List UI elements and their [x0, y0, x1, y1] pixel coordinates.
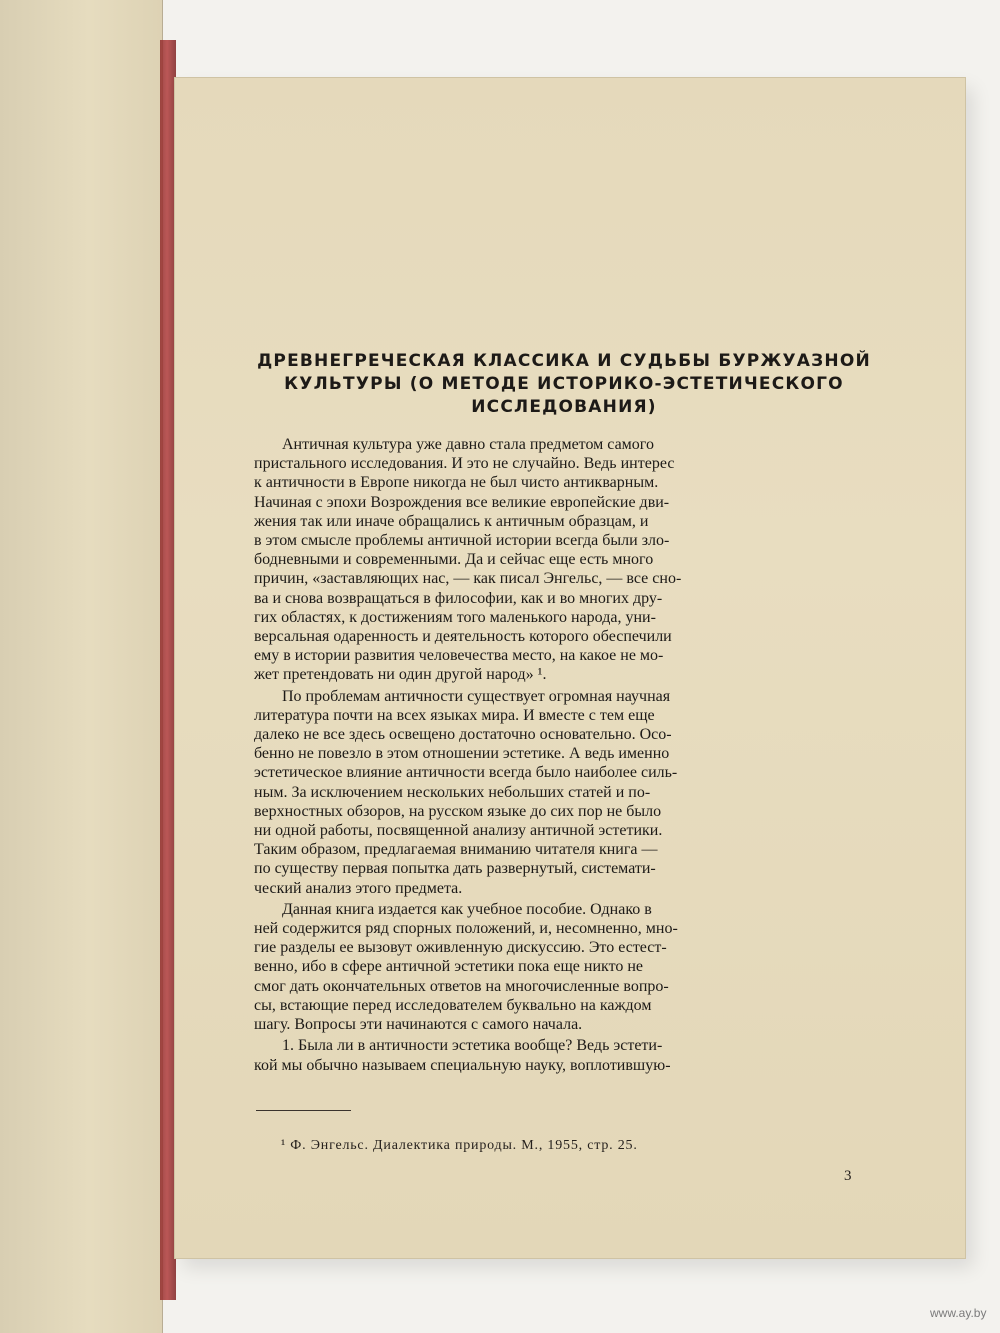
text-line: эстетическое влияние античности всегда было наиболее силь-	[254, 764, 678, 782]
text-line: ней содержится ряд спорных положений, и, несомненно, мно-	[254, 920, 678, 938]
text-line: ни одной работы, посвященной анализу античной эстетики.	[254, 822, 663, 840]
text-line: 1. Была ли в античности эстетика вообще? Ведь эстети-	[282, 1037, 663, 1055]
chapter-heading	[254, 350, 874, 419]
text-line: сы, встающие перед исследователем буквально на каждом	[254, 996, 652, 1014]
text-line: Античная культура уже давно стала предметом самого	[282, 436, 654, 453]
heading-line: ИССЛЕДОВАНИЯ)	[471, 397, 657, 417]
text-line: гих областях, к достижениям того маленького народа, уни-	[254, 608, 656, 626]
page-number: 3	[844, 1168, 852, 1184]
heading-line: КУЛЬТУРЫ (О МЕТОДЕ ИСТОРИКО-ЭСТЕТИЧЕСКОГО	[284, 374, 844, 394]
text-line: жения так или иначе обращались к античным образцам, и	[254, 512, 649, 530]
footnote-divider	[256, 1110, 351, 1111]
book-spine	[160, 40, 176, 1300]
text-line: по существу первая попытка дать развернутый, системати-	[254, 860, 656, 878]
text-line: версальная одаренность и деятельность которого обеспечили	[254, 628, 672, 646]
paragraph-4	[254, 1036, 874, 1074]
paragraph-1	[254, 435, 874, 685]
text-line: верхностных обзоров, на русском языке до сих пор не было	[254, 802, 662, 820]
text-line: смог дать окончательных ответов на многочисленные вопро-	[254, 977, 669, 995]
text-line: ным. За исключением нескольких небольших статей и по-	[254, 783, 651, 801]
text-line: Начиная с эпохи Возрождения все великие европейские дви-	[254, 493, 670, 511]
text-line: пристального исследования. И это не случайно. Ведь интерес	[254, 455, 675, 473]
text-line: литература почти на всех языках мира. И вместе с тем еще	[254, 706, 655, 724]
footnote: ¹ Ф. Энгельс. Диалектика природы. М., 1955, стр. 25.	[281, 1138, 638, 1153]
text-line: причин, «заставляющих нас, — как писал Энгельс, — все сно-	[254, 570, 682, 588]
text-line: гие разделы ее вызовут оживленную дискуссию. Это естест-	[254, 939, 667, 957]
text-line: кой мы обычно называем специальную науку, воплотившую-	[254, 1056, 671, 1074]
text-line: бенно не повезло в этом отношении эстетике. А ведь именно	[254, 745, 670, 763]
text-line: к античности в Европе никогда не был чисто антикварным.	[254, 474, 659, 492]
text-line: По проблемам античности существует огромная научная	[282, 687, 671, 705]
paragraph-3	[254, 900, 874, 1034]
text-line: венно, ибо в сфере античной эстетики пока еще никто не	[254, 958, 644, 976]
text-line: Таким образом, предлагаемая вниманию читателя книга —	[254, 841, 658, 859]
left-page	[0, 0, 163, 1333]
text-line: далеко не все здесь освещено достаточно основательно. Осо-	[254, 726, 672, 744]
page-text	[254, 350, 874, 1075]
text-line: ва и снова возвращаться в философии, как и во многих дру-	[254, 589, 663, 607]
text-line: ему в истории развития человечества место, на какое не мо-	[254, 647, 664, 665]
heading-line: ДРЕВНЕГРЕЧЕСКАЯ КЛАССИКА И СУДЬБЫ БУРЖУАЗНОЙ	[257, 351, 871, 371]
text-line: ческий анализ этого предмета.	[254, 879, 463, 897]
paragraph-2	[254, 687, 874, 898]
text-line: в этом смысле проблемы античной истории всегда были зло-	[254, 532, 670, 550]
text-line: шагу. Вопросы эти начинаются с самого начала.	[254, 1016, 583, 1034]
watermark: www.ay.by	[930, 1306, 987, 1320]
text-line: бодневными и современными. Да и сейчас еще есть много	[254, 551, 654, 569]
text-line: Данная книга издается как учебное пособие. Однако в	[282, 900, 652, 918]
text-line: жет претендовать ни один другой народ» ¹.	[254, 666, 547, 684]
